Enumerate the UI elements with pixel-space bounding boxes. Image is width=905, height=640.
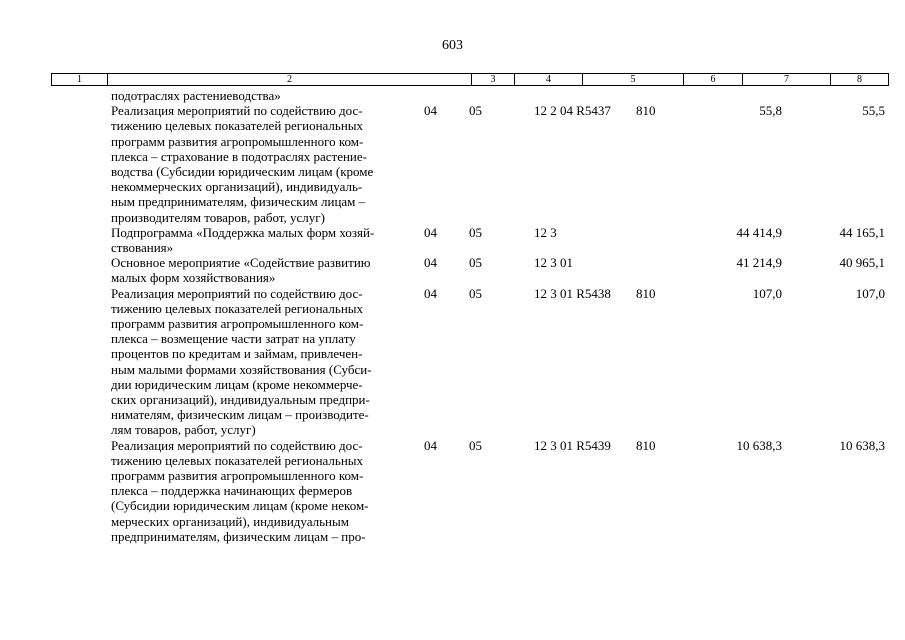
- row-name: Основное мероприятие «Содействие развитию малых форм хозяйствования»: [111, 255, 371, 286]
- cell-subsection: 05: [469, 224, 482, 240]
- cell-subsection: 05: [469, 103, 482, 119]
- cell-amount-1: 55,8: [759, 103, 782, 119]
- table-header: [51, 73, 889, 86]
- header-col-6: 6: [684, 74, 743, 85]
- row-name: Подпрограмма «Поддержка малых форм хозяй- ствования»: [111, 224, 375, 255]
- cell-amount-2: 40 965,1: [839, 255, 885, 271]
- header-col-3: 3: [472, 74, 515, 85]
- table-row: [0, 225, 905, 255]
- table-row: [0, 255, 905, 285]
- cell-section: 04: [424, 224, 437, 240]
- table-body: [0, 88, 905, 544]
- cell-section: 04: [424, 255, 437, 271]
- cell-expense-type: 810: [636, 285, 656, 301]
- cell-amount-2: 44 165,1: [839, 224, 885, 240]
- cell-amount-1: 10 638,3: [736, 437, 782, 453]
- header-col-4: 4: [515, 74, 583, 85]
- cell-section: 04: [424, 103, 437, 119]
- cell-section: 04: [424, 285, 437, 301]
- table-row: [0, 438, 905, 544]
- cell-amount-1: 107,0: [752, 285, 782, 301]
- cell-target-code: 12 2 04 R5437: [534, 103, 611, 119]
- header-col-7: 7: [743, 74, 831, 85]
- cell-target-code: 12 3 01 R5439: [534, 437, 611, 453]
- row-name: Реализация мероприятий по содействию дос- тижению целевых показателей региональных программ развития агропромышленного ком- плекса – поддержка начинающих фермеров (Субсидии юридическим лицам (кроме неком- мерческих организаций), индивидуальным предпринимателям, физическим лицам – про-: [111, 437, 369, 544]
- table-row: [0, 286, 905, 438]
- cell-amount-2: 107,0: [855, 285, 885, 301]
- cell-target-code: 12 3 01: [534, 255, 573, 271]
- cell-section: 04: [424, 437, 437, 453]
- table-row: [0, 103, 905, 225]
- cell-amount-2: 55,5: [862, 103, 885, 119]
- cell-subsection: 05: [469, 285, 482, 301]
- cell-target-code: 12 3: [534, 224, 557, 240]
- header-col-5: 5: [583, 74, 684, 85]
- header-col-2: 2: [108, 74, 472, 85]
- cell-expense-type: 810: [636, 437, 656, 453]
- header-col-8: 8: [857, 74, 862, 85]
- row-name: Реализация мероприятий по содействию дос- тижению целевых показателей региональных программ развития агропромышленного ком- плекса – страхование в подотраслях растение- водства (Субсидии юридическим лицам (кроме некоммерческих организаций), индивидуаль- ным предпринимателям, физическим лицам – производителям товаров, работ, услуг): [111, 103, 374, 225]
- page-number: 603: [442, 38, 463, 53]
- row-name: подотраслях растениеводства»: [111, 88, 281, 103]
- cell-amount-2: 10 638,3: [839, 437, 885, 453]
- cell-subsection: 05: [469, 437, 482, 453]
- header-col-1: 1: [52, 74, 108, 85]
- cell-expense-type: 810: [636, 103, 656, 119]
- cell-subsection: 05: [469, 255, 482, 271]
- cell-amount-1: 41 214,9: [736, 255, 782, 271]
- cell-amount-1: 44 414,9: [736, 224, 782, 240]
- table-row: [0, 88, 905, 103]
- cell-target-code: 12 3 01 R5438: [534, 285, 611, 301]
- row-name: Реализация мероприятий по содействию дос- тижению целевых показателей региональных программ развития агропромышленного ком- плекса – возмещение части затрат на уплату процентов по кредитам и займам, привлечен- ным малыми формами хозяйствования (Субси- дии юридическим лицам (кроме некоммерче- ских организаций), индивидуальным предпри- нимателям, физическим лицам – производите- лям товаров, работ, услуг): [111, 285, 372, 438]
